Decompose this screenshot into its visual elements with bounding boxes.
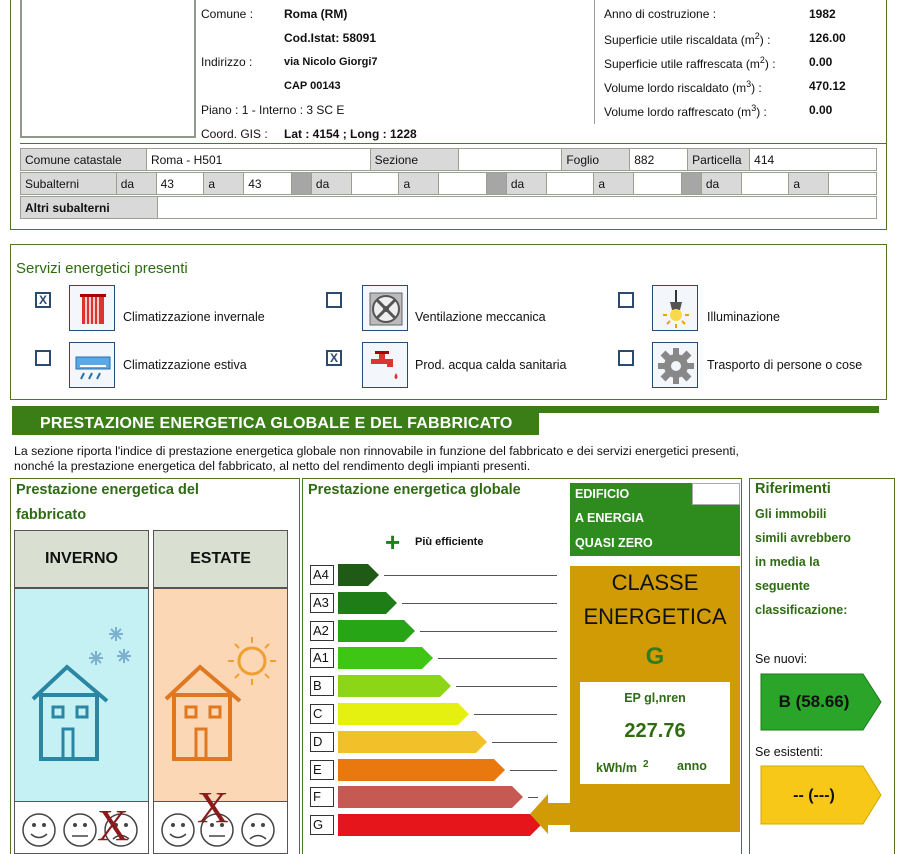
a-label: a xyxy=(399,173,439,195)
particella-value: 414 xyxy=(750,149,877,171)
prestazione-banner: PRESTAZIONE ENERGETICA GLOBALE E DEL FABBRICATO xyxy=(12,413,539,435)
servizi-title: Servizi energetici presenti xyxy=(16,260,188,277)
checkbox-illuminazione[interactable] xyxy=(618,292,634,308)
da-label: da xyxy=(506,173,546,195)
coord-label: Coord. GIS : xyxy=(201,127,268,141)
divider xyxy=(12,406,879,413)
fabbricato-title-2: fabbricato xyxy=(16,507,87,523)
nzeb-label-1: EDIFICIO xyxy=(575,487,630,501)
sub-to-value xyxy=(829,173,877,195)
superficie-raffrescata-value: 0.00 xyxy=(809,55,833,69)
class-label-a4: A4 xyxy=(310,565,334,585)
superficie-riscaldata-label: Superficie utile riscaldata $(m^2)$ : xyxy=(604,31,771,47)
nzeb-label-2: A ENERGIA xyxy=(575,511,644,525)
da-label: da xyxy=(311,173,351,195)
separator-cell xyxy=(681,173,701,195)
class-bar-a4 xyxy=(338,563,380,587)
sezione-label: Sezione xyxy=(370,149,458,171)
class-label-g: G xyxy=(310,815,334,835)
comune-label: Comune : xyxy=(201,7,254,21)
ep-unit: kWh/m $^2$ xyxy=(596,759,649,776)
sub-from-value xyxy=(546,173,594,195)
estate-header: ESTATE xyxy=(153,530,288,588)
volume-raffrescato-value: 0.00 xyxy=(809,103,833,117)
service-label: Climatizzazione estiva xyxy=(123,358,247,372)
sub-from-value: 43 xyxy=(156,173,204,195)
nzeb-indicator xyxy=(692,483,740,505)
foglio-label: Foglio xyxy=(562,149,630,171)
ep-value: 227.76 xyxy=(624,720,686,742)
class-label-e: E xyxy=(310,760,334,780)
service-label: Illuminazione xyxy=(707,310,780,324)
current-class-arrow-icon xyxy=(530,789,570,839)
faucet-icon xyxy=(362,342,408,388)
da-label: da xyxy=(701,173,741,195)
prestazione-description: La sezione riporta l'indice di prestazione energetica globale non rinnovabile in funzione del fabbricato e dei servizi energetici presenti, nonché la prestazione energetica del fabbricato, al netto del rendimento degli impianti presenti. xyxy=(14,444,739,473)
inverno-header: INVERNO xyxy=(14,530,149,588)
riferimenti-text: Gli immobili xyxy=(755,507,827,521)
cap-value: CAP 00143 xyxy=(284,80,341,92)
class-bar-a2 xyxy=(338,619,416,643)
class-bar-e xyxy=(338,758,506,782)
divider xyxy=(594,0,595,124)
volume-raffrescato-label: Volume lordo raffrescato $(m^3)$ : xyxy=(604,103,767,119)
class-label-a1: A1 xyxy=(310,648,334,668)
class-guide-line xyxy=(474,714,557,715)
coord-value: Lat : 4154 ; Long : 1228 xyxy=(284,127,417,141)
class-bar-g xyxy=(338,813,542,837)
class-bar-a1 xyxy=(338,646,434,670)
riferimenti-text: classificazione: xyxy=(755,603,848,617)
classe-title-2: ENERGETICA xyxy=(583,604,727,629)
radiator-icon xyxy=(69,285,115,331)
subalterni-table xyxy=(20,172,877,195)
sub-from-value xyxy=(741,173,789,195)
class-guide-line xyxy=(438,658,557,659)
riferimenti-text: in media la xyxy=(755,555,820,569)
class-guide-line xyxy=(384,575,557,576)
sub-to-value: 43 xyxy=(244,173,292,195)
class-label-a2: A2 xyxy=(310,621,334,641)
foglio-value: 882 xyxy=(630,149,688,171)
class-bar-c xyxy=(338,702,470,726)
sub-from-value xyxy=(351,173,399,195)
classe-value: G xyxy=(645,643,665,670)
divider xyxy=(20,143,886,144)
comune-catastale-label: Comune catastale xyxy=(21,149,147,171)
class-bar-d xyxy=(338,730,488,754)
indirizzo-value: via Nicolo Giorgi7 xyxy=(284,56,378,68)
comune-catastale-value: Roma - H501 xyxy=(146,149,370,171)
superficie-raffrescata-label: Superficie utile raffrescata $(m^2)$ : xyxy=(604,55,776,71)
checkbox-climatizzazione-invernale[interactable]: X xyxy=(35,292,51,308)
ep-label: EP gl,nren xyxy=(624,691,686,705)
service-label: Climatizzazione invernale xyxy=(123,310,265,324)
globale-title: Prestazione energetica globale xyxy=(308,482,521,498)
riferimenti-text: simili avrebbero xyxy=(755,531,851,545)
house-summer-icon xyxy=(154,589,287,801)
anno-value: 1982 xyxy=(809,7,836,21)
service-label: Prod. acqua calda sanitaria xyxy=(415,358,567,372)
separator-cell xyxy=(292,173,312,195)
gear-icon xyxy=(652,342,698,388)
class-guide-line xyxy=(456,686,557,687)
plus-icon: + xyxy=(385,527,401,557)
class-bar-a3 xyxy=(338,591,398,615)
checkbox-ventilazione-meccanica[interactable] xyxy=(326,292,342,308)
class-label-b: B xyxy=(310,676,334,696)
lamp-icon xyxy=(652,285,698,331)
altri-subalterni-value xyxy=(158,197,877,219)
se-nuovi-label: Se nuovi: xyxy=(755,652,808,666)
riferimenti-text: seguente xyxy=(755,579,810,593)
sezione-value xyxy=(458,149,562,171)
class-bar-b xyxy=(338,674,452,698)
a-label: a xyxy=(204,173,244,195)
class-label-c: C xyxy=(310,704,334,724)
fan-icon xyxy=(362,285,408,331)
da-label: da xyxy=(116,173,156,195)
comune-value: Roma (RM) xyxy=(284,7,348,21)
a-label: a xyxy=(594,173,634,195)
sub-to-value xyxy=(439,173,487,195)
sub-to-value xyxy=(634,173,682,195)
volume-riscaldato-label: Volume lordo riscaldato $(m^3)$ : xyxy=(604,79,762,95)
altri-subalterni-label: Altri subalterni xyxy=(21,197,158,219)
house-winter-icon xyxy=(15,589,148,801)
estate-quality-mark: X xyxy=(197,783,229,832)
separator-cell xyxy=(486,173,506,195)
service-label: Ventilazione meccanica xyxy=(415,310,546,324)
class-label-a3: A3 xyxy=(310,593,334,613)
estate-panel xyxy=(153,588,288,802)
fabbricato-title: Prestazione energetica del xyxy=(16,482,199,498)
piano-interno: Piano : 1 - Interno : 3 SC E xyxy=(201,103,345,117)
riferimenti-title: Riferimenti xyxy=(755,481,831,497)
volume-riscaldato-value: 470.12 xyxy=(809,79,846,93)
superficie-riscaldata-value: 126.00 xyxy=(809,31,846,45)
se-esistenti-label: Se esistenti: xyxy=(755,745,824,759)
piu-efficiente-label: Più efficiente xyxy=(415,536,484,548)
altri-subalterni-table xyxy=(20,196,877,219)
air-conditioner-icon xyxy=(69,342,115,388)
classe-title-1: CLASSE xyxy=(611,570,699,595)
class-guide-line xyxy=(402,603,557,604)
class-label-d: D xyxy=(310,732,334,752)
nuovi-class-value: B (58.66) xyxy=(778,692,850,711)
istat-code: Cod.Istat: 58091 xyxy=(284,31,377,45)
building-photo xyxy=(20,0,196,138)
class-guide-line xyxy=(420,631,557,632)
cadastre-table xyxy=(20,148,877,171)
checkbox-trasporto[interactable] xyxy=(618,350,634,366)
particella-label: Particella xyxy=(688,149,750,171)
checkbox-climatizzazione-estiva[interactable] xyxy=(35,350,51,366)
indirizzo-label: Indirizzo : xyxy=(201,55,253,69)
esistenti-class-value: -- (---) xyxy=(793,787,835,804)
inverno-panel xyxy=(14,588,149,802)
class-guide-line xyxy=(492,742,557,743)
a-label: a xyxy=(789,173,829,195)
inverno-quality-mark: X xyxy=(97,801,129,850)
service-label: Trasporto di persone o cose xyxy=(707,358,863,372)
class-guide-line xyxy=(510,770,557,771)
anno-label: Anno di costruzione : xyxy=(604,7,717,21)
class-bar-f xyxy=(338,785,524,809)
nzeb-label-3: QUASI ZERO xyxy=(575,536,653,550)
class-label-f: F xyxy=(310,787,334,807)
subalterni-label: Subalterni xyxy=(21,173,117,195)
ep-unit-time: anno xyxy=(677,759,707,773)
checkbox-acqua-calda[interactable]: X xyxy=(326,350,342,366)
